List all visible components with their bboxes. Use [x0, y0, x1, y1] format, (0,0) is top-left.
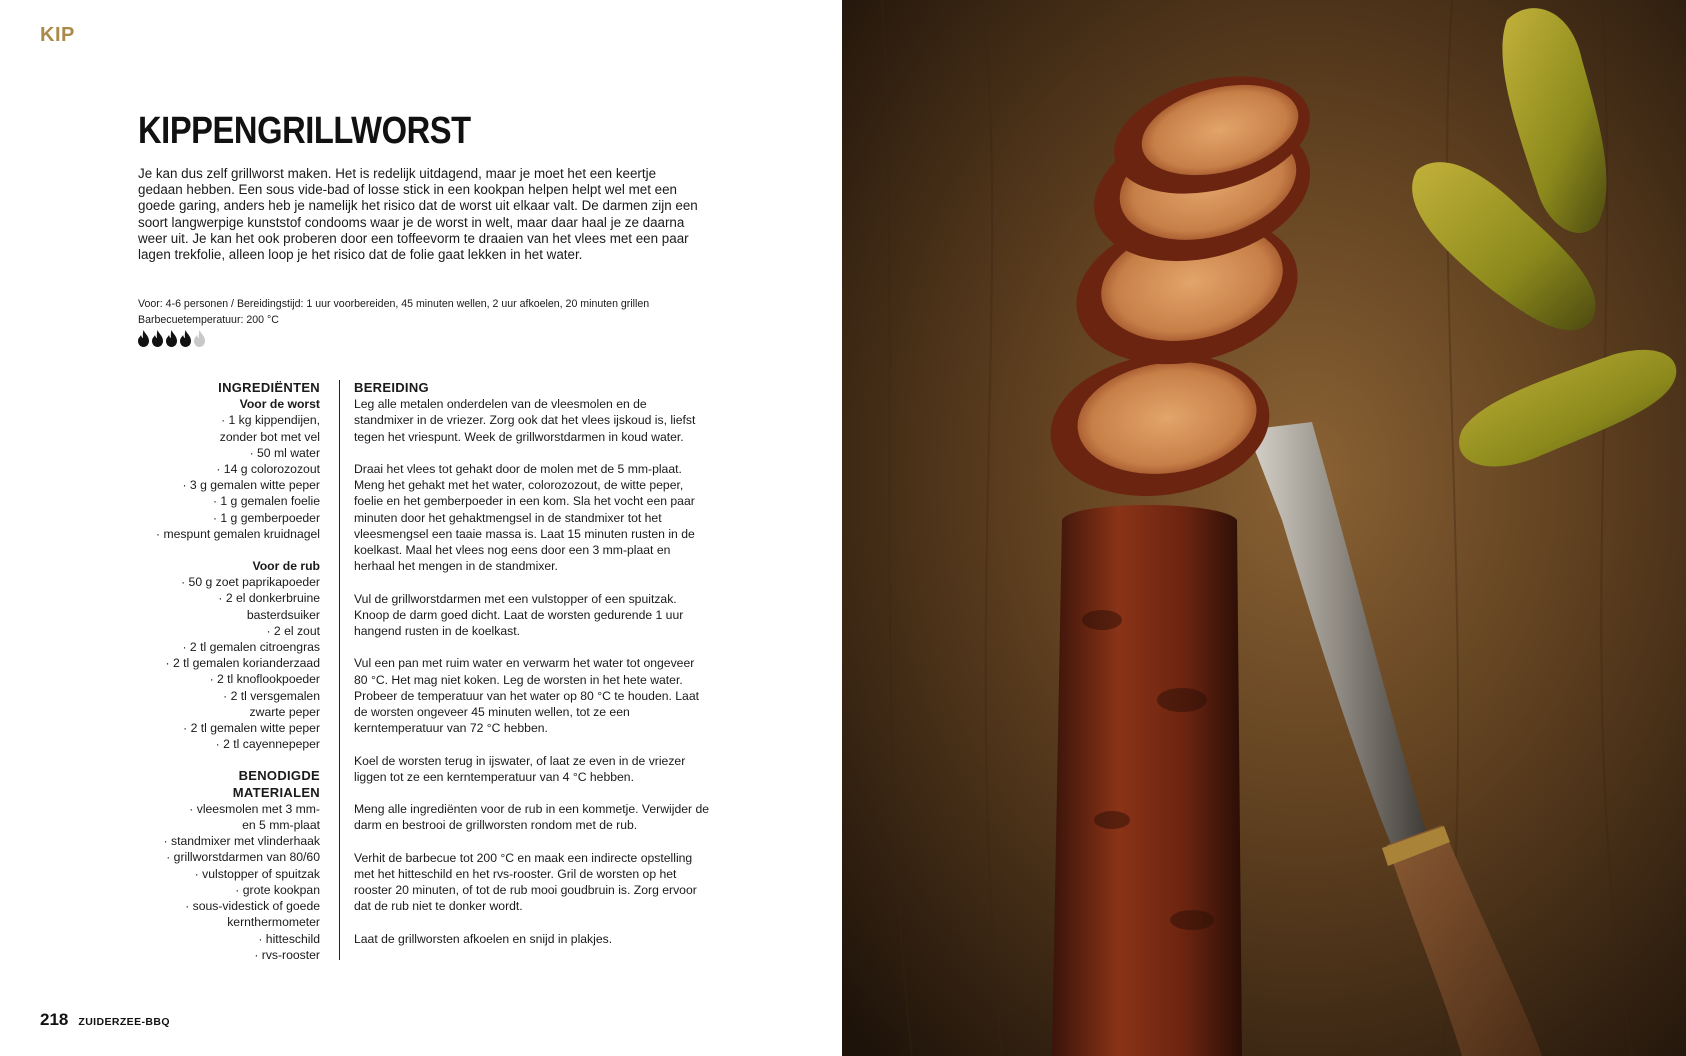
ingredient-item: · mespunt gemalen kruidnagel	[156, 526, 320, 541]
bbq-temperature: Barbecuetemperatuur: 200 °C	[138, 314, 279, 326]
ingredient-item: · 50 g zoet paprikapoeder	[181, 575, 320, 590]
method-column	[354, 380, 709, 963]
recipe-meta	[138, 296, 718, 328]
method-steps	[354, 396, 709, 947]
flame-icon	[179, 330, 192, 347]
column-divider	[339, 380, 340, 960]
ingredient-item: · 2 tl gemalen korianderzaad	[165, 656, 320, 671]
method-step: Leg alle metalen onderdelen van de vleesmolen en de standmixer in de vriezer. Zorg ook dat het vlees ijskoud is, liefst tegen het vriespunt. Week de grillworstdarmen in koud water.	[354, 397, 696, 444]
materials-list	[120, 801, 320, 963]
method-step: Vul de grillworstdarmen met een vulstopper of een spuitzak. Knoop de darm goed dicht. Laat de worsten gedurende 1 uur hangend rusten in de koelkast.	[354, 591, 684, 639]
sausage-photo	[842, 0, 1686, 1056]
ingredient-item: · 2 tl gemalen witte peper	[183, 721, 320, 736]
ingredient-item: · 3 g gemalen witte peper	[182, 478, 320, 493]
method-heading: BEREIDING	[354, 380, 429, 395]
left-page	[0, 0, 842, 1056]
ingredient-item: · 1 g gemalen foelie	[212, 494, 320, 509]
flame-icon	[193, 330, 206, 347]
ingredient-item: · 2 tl gemalen citroengras	[182, 640, 320, 655]
difficulty-rating	[137, 330, 206, 347]
method-step: Laat de grillworsten afkoelen en snijd in plakjes.	[354, 931, 613, 946]
materials-heading-line-2: MATERIALEN	[232, 784, 320, 800]
method-step: Draai het vlees tot gehakt door de molen met de 5 mm-plaat. Meng het gehakt met het water, colorozozout, de witte peper, foelie en het gemberpoeder in een kom. Sla het vocht een paar minuten door het gehaktmengsel in de standmixer tot het vleesmengsel een taaie massa is. Laat 15 minuten rusten in de koelkast. Maal het vlees nog eens door een 3 mm-plaat en herhaal het mengen in de standmixer.	[354, 462, 695, 574]
rub-ingredient-list	[120, 574, 320, 752]
ingredients-heading: INGREDIËNTEN	[218, 380, 320, 395]
material-item: · vulstopper of spuitzak	[194, 866, 320, 881]
book-title: ZUIDERZEE-BBQ	[78, 1016, 170, 1028]
ingredient-item: · 2 tl cayennepeper	[215, 737, 320, 752]
section-tag: KIP	[40, 24, 75, 46]
ingredient-item: · 1 g gemberpoeder	[212, 510, 320, 525]
rub-subheading: Voor de rub	[252, 559, 320, 574]
material-item: · rvs-rooster	[254, 947, 320, 962]
ingredient-item: · 2 el zout	[266, 623, 320, 638]
method-step: Meng alle ingrediënten voor de rub in een kommetje. Verwijder de darm en bestrooi de grillworsten rondom met de rub.	[354, 802, 709, 833]
material-item: · standmixer met vlinderhaak	[163, 834, 320, 849]
page-number: 218	[40, 1010, 69, 1029]
ingredient-item: · 2 tl versgemalen	[223, 688, 320, 703]
sausage-ingredient-list	[120, 412, 320, 542]
material-item: en 5 mm-plaat	[242, 818, 320, 833]
material-item: · grillworstdarmen van 80/60	[166, 850, 320, 865]
ingredient-item: basterdsuiker	[246, 607, 320, 622]
flame-icon	[137, 330, 150, 347]
method-step: Verhit de barbecue tot 200 °C en maak een indirecte opstelling met het hitteschild en het rvs-rooster. Gril de worsten op het rooster 20 minuten, of tot de rub mooi goudbruin is. Zorg ervoor dat de rub niet te donker wordt.	[354, 850, 697, 914]
servings-and-time: Voor: 4-6 personen / Bereidingstijd: 1 uur voorbereiden, 45 minuten wellen, 2 uur afkoelen, 20 minuten grillen	[138, 298, 650, 310]
ingredient-item: · 2 el donkerbruine	[218, 591, 320, 606]
recipe-intro: Je kan dus zelf grillworst maken. Het is redelijk uitdagend, maar je moet het een keertje gedaan hebben. Een sous vide-bad of losse stick in een kookpan helpen helpt wel met een goede garing, anders heb je namelijk het risico dat de worst uit elkaar valt. De darmen zijn een soort langwerpige kunststof condooms waar je de worst in welt, maar daar haal je ze daarna weer uit. Je kan het ook proberen door een toffeevorm te draaien van het vlees met een paar lagen trekfolie, alleen loop je het risico dat de folie gaat lekken in het water.	[138, 166, 698, 263]
material-item: · grote kookpan	[235, 882, 320, 897]
material-item: · hitteschild	[258, 931, 320, 946]
ingredient-item: · 14 g colorozozout	[216, 462, 320, 477]
ingredient-item: zonder bot met vel	[219, 429, 320, 444]
method-step: Vul een pan met ruim water en verwarm het water tot ongeveer 80 °C. Het mag niet koken. Leg de worsten in het hete water. Probeer de temperatuur van het water op 80 °C te houden. Laat de worsten ongeveer 45 minuten wellen, tot ze een kerntemperatuur van 72 °C hebben.	[354, 656, 699, 736]
method-step: Koel de worsten terug in ijswater, of laat ze even in de vriezer liggen tot ze een kerntemperatuur van 4 °C hebben.	[354, 753, 686, 784]
flame-icon	[165, 330, 178, 347]
page-footer	[40, 1010, 170, 1030]
ingredients-column	[120, 380, 320, 963]
recipe-title: KIPPENGRILLWORST	[138, 110, 471, 152]
ingredient-item: zwarte peper	[249, 704, 320, 719]
ingredient-item: · 50 ml water	[249, 445, 320, 460]
material-item: · sous-videstick of goede	[185, 899, 320, 914]
materials-heading-line-1: BENODIGDE	[238, 768, 320, 784]
sausage-subheading: Voor de worst	[239, 397, 320, 412]
flame-icon	[151, 330, 164, 347]
ingredient-item: · 1 kg kippendijen,	[221, 413, 320, 428]
material-item: kernthermometer	[227, 915, 320, 930]
ingredient-item: · 2 tl knoflookpoeder	[209, 672, 320, 687]
material-item: · vleesmolen met 3 mm-	[189, 801, 320, 816]
